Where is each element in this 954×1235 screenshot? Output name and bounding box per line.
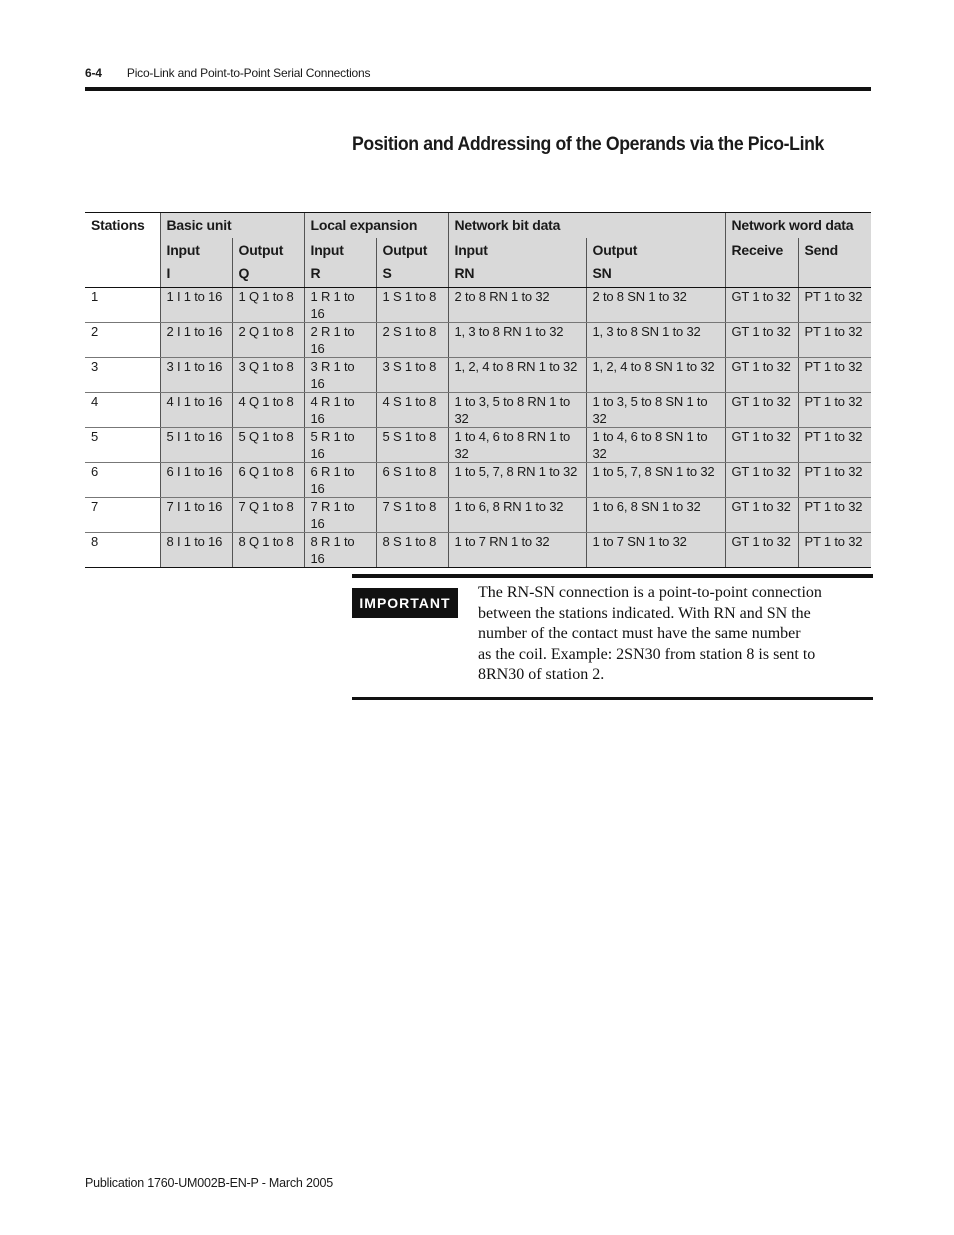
table-cell: 4 I 1 to 16 [160, 393, 232, 428]
header-operand-sn: SN [586, 264, 725, 288]
table-row [85, 463, 871, 498]
table-cell: PT 1 to 32 [798, 358, 871, 393]
table-cell: 2 S 1 to 8 [376, 323, 448, 358]
table-cell: PT 1 to 32 [798, 288, 871, 323]
important-bottom-rule [352, 697, 873, 700]
table-cell: 7 R 1 to 16 [304, 498, 376, 533]
table-cell: 1 I 1 to 16 [160, 288, 232, 323]
table-cell: 1 R 1 to 16 [304, 288, 376, 323]
table-row [85, 288, 871, 323]
header-operand-q: Q [232, 264, 304, 288]
header-basic-unit: Basic unit [160, 213, 304, 239]
table-cell: 1, 3 to 8 RN 1 to 32 [448, 323, 586, 358]
table-cell: 5 R 1 to 16 [304, 428, 376, 463]
header-network-bit-data: Network bit data [448, 213, 725, 239]
table-cell: 6 I 1 to 16 [160, 463, 232, 498]
table-cell: 2 Q 1 to 8 [232, 323, 304, 358]
table-cell: 2 R 1 to 16 [304, 323, 376, 358]
important-text [478, 583, 858, 686]
station-number-cell: 4 [85, 393, 160, 428]
table-cell: 1 to 7 SN 1 to 32 [586, 533, 725, 568]
table-cell: 3 R 1 to 16 [304, 358, 376, 393]
table-cell: PT 1 to 32 [798, 428, 871, 463]
table-cell: 1 to 5, 7, 8 SN 1 to 32 [586, 463, 725, 498]
table-cell: 4 R 1 to 16 [304, 393, 376, 428]
table-cell: 1 to 5, 7, 8 RN 1 to 32 [448, 463, 586, 498]
table-cell: 8 Q 1 to 8 [232, 533, 304, 568]
station-number-cell: 6 [85, 463, 160, 498]
table-body [85, 288, 871, 568]
header-input: Input [448, 238, 586, 264]
header-input: Input [160, 238, 232, 264]
important-line: between the stations indicated. With RN and SN the [478, 604, 811, 622]
table-cell: 7 Q 1 to 8 [232, 498, 304, 533]
important-line: number of the contact must have the same number [478, 625, 801, 642]
header-operand-r: R [304, 264, 376, 288]
table-cell: 7 S 1 to 8 [376, 498, 448, 533]
table-row [85, 323, 871, 358]
table-cell: GT 1 to 32 [725, 393, 798, 428]
station-number-cell: 1 [85, 288, 160, 323]
station-number-cell: 7 [85, 498, 160, 533]
important-line: The RN-SN connection is a point-to-point connection [478, 584, 822, 601]
table-cell: 7 I 1 to 16 [160, 498, 232, 533]
table-cell: PT 1 to 32 [798, 533, 871, 568]
header-rule [85, 87, 871, 91]
section-title: Position and Addressing of the Operands via the Pico-Link [352, 134, 824, 155]
important-badge: IMPORTANT [352, 588, 458, 618]
table-cell: 5 S 1 to 8 [376, 428, 448, 463]
header-output: Output [586, 238, 725, 264]
table-cell: 6 S 1 to 8 [376, 463, 448, 498]
table-cell: 8 I 1 to 16 [160, 533, 232, 568]
table-cell: 2 I 1 to 16 [160, 323, 232, 358]
table-cell: GT 1 to 32 [725, 428, 798, 463]
publication-footer: Publication 1760-UM002B-EN-P - March 2005 [85, 1176, 333, 1190]
header-operand-rn: RN [448, 264, 586, 288]
page-number: 6-4 [85, 66, 102, 80]
table-cell: 1 S 1 to 8 [376, 288, 448, 323]
table-cell: GT 1 to 32 [725, 463, 798, 498]
table-cell: 1 to 3, 5 to 8 SN 1 to 32 [586, 393, 725, 428]
table-cell: PT 1 to 32 [798, 393, 871, 428]
operands-table [85, 212, 871, 568]
header-network-word-data: Network word data [725, 213, 871, 239]
header-stations: Stations [85, 213, 160, 239]
table-cell: 3 Q 1 to 8 [232, 358, 304, 393]
table-cell: GT 1 to 32 [725, 498, 798, 533]
table-cell: 3 I 1 to 16 [160, 358, 232, 393]
page-header [85, 66, 370, 80]
table-cell: GT 1 to 32 [725, 288, 798, 323]
table-cell: PT 1 to 32 [798, 463, 871, 498]
header-output: Output [232, 238, 304, 264]
header-send: Send [798, 238, 871, 264]
header-receive: Receive [725, 238, 798, 264]
table-cell: 1, 3 to 8 SN 1 to 32 [586, 323, 725, 358]
table-cell: 3 S 1 to 8 [376, 358, 448, 393]
table-header-row-3 [85, 264, 871, 288]
chapter-title: Pico-Link and Point-to-Point Serial Connections [126, 66, 371, 80]
table-row [85, 498, 871, 533]
table-cell: 8 R 1 to 16 [304, 533, 376, 568]
table-cell: 1 Q 1 to 8 [232, 288, 304, 323]
header-output: Output [376, 238, 448, 264]
table-cell: 1 to 6, 8 SN 1 to 32 [586, 498, 725, 533]
table-header-row-1 [85, 213, 871, 239]
table-cell: 8 S 1 to 8 [376, 533, 448, 568]
header-input: Input [304, 238, 376, 264]
table-row [85, 358, 871, 393]
table-cell: PT 1 to 32 [798, 323, 871, 358]
table-cell: 2 to 8 SN 1 to 32 [586, 288, 725, 323]
table-cell: 4 S 1 to 8 [376, 393, 448, 428]
table-header-row-2 [85, 238, 871, 264]
table-cell: 1 to 3, 5 to 8 RN 1 to 32 [448, 393, 586, 428]
station-number-cell: 2 [85, 323, 160, 358]
table-cell: 1 to 7 RN 1 to 32 [448, 533, 586, 568]
table-cell: 2 to 8 RN 1 to 32 [448, 288, 586, 323]
header-operand-i: I [160, 264, 232, 288]
table-cell: 1, 2, 4 to 8 SN 1 to 32 [586, 358, 725, 393]
table-row [85, 428, 871, 463]
station-number-cell: 8 [85, 533, 160, 568]
table-cell: PT 1 to 32 [798, 498, 871, 533]
table-cell: 5 I 1 to 16 [160, 428, 232, 463]
table-cell: 5 Q 1 to 8 [232, 428, 304, 463]
table-cell: GT 1 to 32 [725, 533, 798, 568]
table-cell: 1 to 6, 8 RN 1 to 32 [448, 498, 586, 533]
table-cell: 6 R 1 to 16 [304, 463, 376, 498]
station-number-cell: 5 [85, 428, 160, 463]
table-cell: GT 1 to 32 [725, 323, 798, 358]
table-cell: 1 to 4, 6 to 8 SN 1 to 32 [586, 428, 725, 463]
important-top-rule [352, 574, 873, 578]
important-line: as the coil. Example: 2SN30 from station 8 is sent to [478, 645, 816, 663]
table-row [85, 393, 871, 428]
important-line: 8RN30 of station 2. [478, 666, 605, 683]
table-cell: 4 Q 1 to 8 [232, 393, 304, 428]
header-operand-s: S [376, 264, 448, 288]
header-local-expansion: Local expansion [304, 213, 448, 239]
table-cell: GT 1 to 32 [725, 358, 798, 393]
table-row [85, 533, 871, 568]
station-number-cell: 3 [85, 358, 160, 393]
table-cell: 6 Q 1 to 8 [232, 463, 304, 498]
table-cell: 1 to 4, 6 to 8 RN 1 to 32 [448, 428, 586, 463]
table-cell: 1, 2, 4 to 8 RN 1 to 32 [448, 358, 586, 393]
